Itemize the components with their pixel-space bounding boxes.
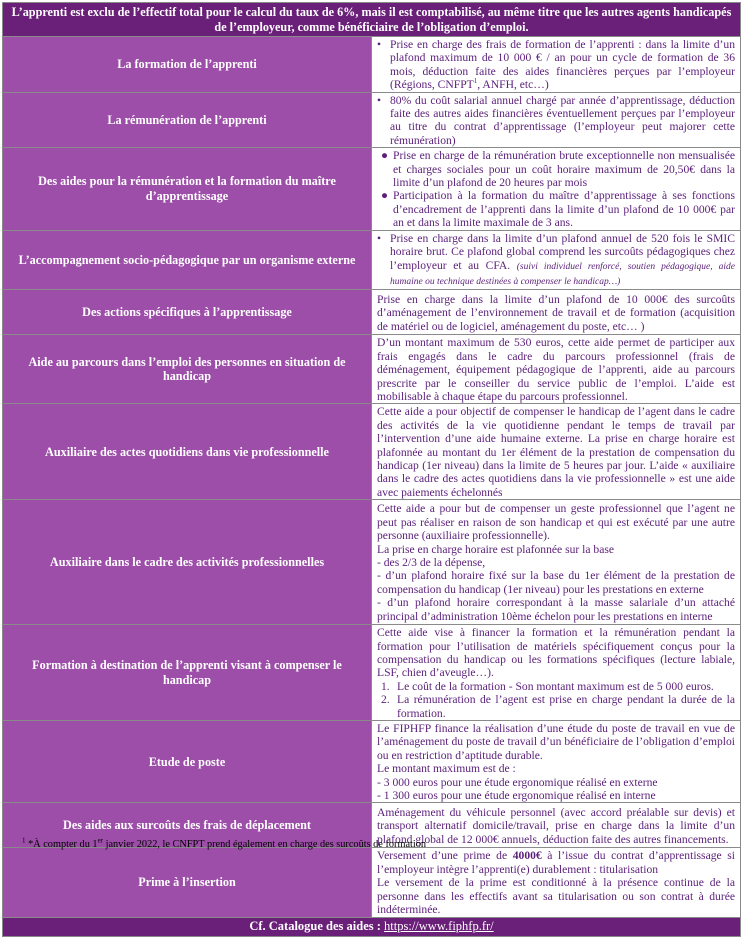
label-compensation: Formation à destination de l’apprenti visant à compenser le handicap bbox=[3, 625, 372, 721]
row-auxiliaire-pro bbox=[3, 500, 741, 625]
label-etude: Etude de poste bbox=[3, 721, 372, 803]
label-maitre: Des aides pour la rémunération et la formation du maître d’apprentissage bbox=[3, 148, 372, 230]
row-maitre bbox=[3, 148, 741, 230]
bullet-icon: • bbox=[377, 93, 382, 107]
content-insertion: Versement d’une prime de 4000€ à l’issue du contrat d’apprentissage si l’employeur intègre l’apprenti(e) durablement : titularisation Le versement de la prime est conditionné à la présence continue de la personne dans les effectifs avant sa titularisation ou son contrat à durée indéterminée. bbox=[372, 848, 741, 917]
content-accompagnement: • Prise en charge dans la limite d’un plafond annuel de 520 fois le SMIC horaire brut. Ce plafond global comprend les surcoûts pédagogiques chez l’employeur et au CFA. (suivi individuel renforcé, soutien pédagogique, aide humaine ou technique destinées à compenser le handicap…) bbox=[372, 230, 741, 290]
row-actions bbox=[3, 290, 741, 335]
content-actions: Prise en charge dans la limite d’un plafond de 10 000€ des surcoûts d’aménagement de l’environnement de travail et de formation (acquisition de matériel ou de logiciel, aménagement du poste, etc… ) bbox=[372, 290, 741, 335]
label-parcours: Aide au parcours dans l’emploi des personnes en situation de handicap bbox=[3, 335, 372, 404]
label-accompagnement: L’accompagnement socio-pédagogique par un organisme externe bbox=[3, 230, 372, 290]
label-formation: La formation de l’apprenti bbox=[3, 37, 372, 93]
content-compensation: Cette aide vise à financer la formation et la rémunération pendant la formation pour l’utilisation de matériels spécifiquement conçus pour la compensation du handicap ou les formations spécifiques (lecture labiale, LSF, chien d’aveugle…). 1. Le coût de la formation - Son montant maximum est de 5 000 euros. 2. La rémunération de l’agent est prise en charge pendant la durée de la formation. bbox=[372, 625, 741, 721]
footnote-mark: 1 bbox=[22, 836, 26, 845]
catalogue-footer bbox=[3, 917, 741, 936]
row-remuneration bbox=[3, 92, 741, 148]
row-formation bbox=[3, 37, 741, 93]
content-maitre: ● Prise en charge de la rémunération brute exceptionnelle non mensualisée et charges sociales pour un coût horaire maximum de 20,50€ dans la limite d’un plafond de 20 heures par mois ● Participation à la formation du maître d’apprentissage à ses fonctions d’encadrement de l’apprenti dans la limite d’un plafond de 10 000€ par an et dans la limite maximale de 3 ans. bbox=[372, 148, 741, 230]
content-remuneration: • 80% du coût salarial annuel chargé par année d’apprentissage, déduction faite des autres aides financières éventuellement perçues par l’employeur au titre du contrat d’apprentissage (l’employeur peut majorer cette rémunération) bbox=[372, 92, 741, 148]
row-parcours bbox=[3, 335, 741, 404]
footnote-ref: 1 bbox=[473, 77, 478, 86]
table-header: L’apprenti est exclu de l’effectif total pour le calcul du taux de 6%, mais il est comptabilisé, au même titre que les autres agents handicapés de l’employeur, comme bénéficiaire de l’obligation d’emploi. bbox=[3, 3, 741, 37]
header-row bbox=[3, 3, 741, 37]
label-actions: Des actions spécifiques à l’apprentissage bbox=[3, 290, 372, 335]
row-insertion bbox=[3, 848, 741, 917]
row-auxiliaire-vie bbox=[3, 404, 741, 500]
content-deplacement: Aménagement du véhicule personnel (avec accord préalable sur devis) et transport alternatif domicile/travail, prise en charge dans la limite d’un plafond global de 12 000€ annuels, déduction faite des autres financements. bbox=[372, 803, 741, 848]
row-etude bbox=[3, 721, 741, 803]
content-auxiliaire-vie: Cette aide a pour objectif de compenser le handicap de l’agent dans le cadre des activités de la vie quotidienne pendant le temps de travail par l’intervention d’une aide humaine externe. La prise en charge horaire est plafonnée au montant du 1er élément de la prestation de compensation du handicap (1er niveau) dans la limite de 5 heures par jour. L’aide « auxiliaire dans le cadre des actes quotidiens dans la vie professionnelle » est une aide avec paiements échelonnés bbox=[372, 404, 741, 500]
content-parcours: D’un montant maximum de 530 euros, cette aide permet de participer aux frais engagés dans le cadre du parcours professionnel (frais de déménagement, équipement pédagogique de l’apprenti, aide au parcours prescrite par le conseiller du service public de l’emploi. L’aide est mobilisable à chaque étape du parcours professionnel. bbox=[372, 335, 741, 404]
fiphfp-link[interactable]: https://www.fiphfp.fr/ bbox=[384, 919, 494, 933]
italic-note: (suivi individuel renforcé, soutien pédagogique, aide humaine ou technique destinées à compenser le handicap…) bbox=[390, 261, 735, 287]
label-insertion: Prime à l’insertion bbox=[3, 848, 372, 917]
row-accompagnement bbox=[3, 230, 741, 290]
content-auxiliaire-pro: Cette aide a pour but de compenser un geste professionnel que l’agent ne peut pas réaliser en raison de son handicap et qui est exécuté par une autre personne (auxiliaire professionnelle). La prise en charge horaire est plafonnée sur la base - des 2/3 de la dépense, - d’un plafond horaire fixé sur la base du 1er élément de la prestation de compensation du handicap (1er niveau) pour les prestations en externe - d’un plafond horaire correspondant à la masse salariale d’un attaché principal d’administration 10ème échelon pour les prestations en interne bbox=[372, 500, 741, 625]
aids-table-container bbox=[2, 2, 741, 937]
row-compensation bbox=[3, 625, 741, 721]
aids-table bbox=[2, 2, 741, 937]
bullet-icon: ● bbox=[381, 149, 389, 163]
prime-amount: 4000€ bbox=[512, 849, 542, 863]
content-formation: • Prise en charge des frais de formation de l’apprenti : dans la limite d’un plafond maximum de 10 000 € / an pour un cycle de formation de 36 mois, déduction faite des aides financières perçues par l’employeur (Régions, CNFPT$^1$, ANFH, etc…) bbox=[372, 37, 741, 93]
label-auxiliaire-pro: Auxiliaire dans le cadre des activités professionnelles bbox=[3, 500, 372, 625]
content-etude: Le FIPHFP finance la réalisation d’une étude du poste de travail en vue de l’aménagement du poste de travail d’un bénéficiaire de l’obligation d’emploi ou en restriction d’aptitude durable. Le montant maximum est de : - 3 000 euros pour une étude ergonomique réalisé en externe - 1 300 euros pour une étude ergonomique réalisé en interne bbox=[372, 721, 741, 803]
bullet-icon: ● bbox=[381, 189, 389, 203]
label-remuneration: La rémunération de l’apprenti bbox=[3, 92, 372, 148]
label-deplacement: Des aides aux surcoûts des frais de déplacement bbox=[3, 803, 372, 848]
catalogue-label: Cf. Catalogue des aides : bbox=[249, 919, 385, 933]
footnote: $^1$ *À compter du 1er janvier 2022, le CNFPT prend également en charge des surcoûts de formation bbox=[22, 836, 427, 850]
bullet-icon: • bbox=[377, 231, 382, 245]
footer-row bbox=[3, 917, 741, 936]
bullet-icon: • bbox=[377, 38, 382, 51]
label-auxiliaire-vie: Auxiliaire des actes quotidiens dans vie professionnelle bbox=[3, 404, 372, 500]
